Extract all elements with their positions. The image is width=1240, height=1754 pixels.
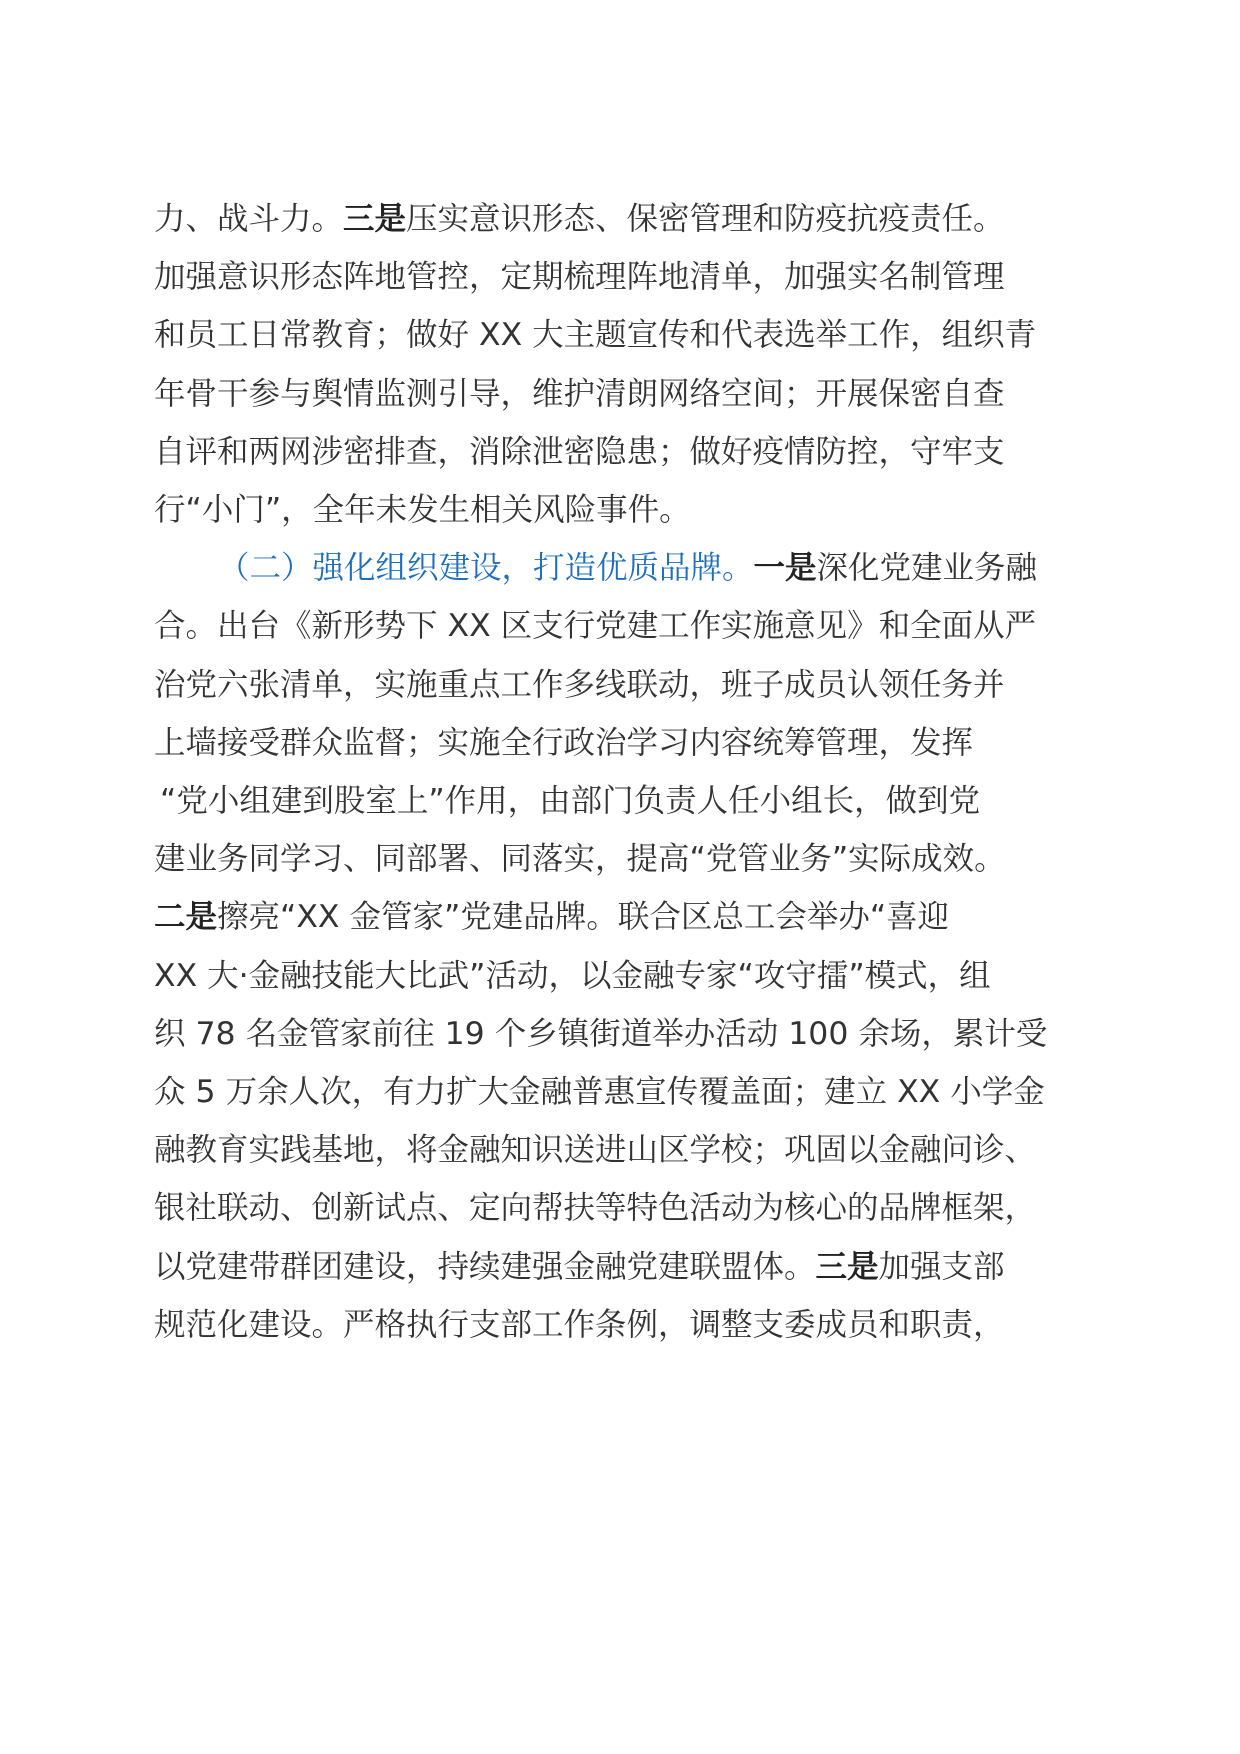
text-line: [154, 194, 1005, 244]
text-line: [154, 1125, 1036, 1175]
text-run: 力、战斗力。: [154, 201, 344, 237]
text-line: [154, 660, 1005, 710]
text-line: [154, 1009, 1047, 1059]
text-line: [218, 543, 1037, 593]
text-run: 加强支部: [878, 1248, 1005, 1285]
text-run: 自评和两网涉密排查，消除泄密隐患；做好疫情防控，守牢支: [154, 433, 1005, 470]
text-run: 行“小门”，全年未发生相关风险事件。: [154, 492, 691, 528]
text-line: [154, 485, 691, 535]
ordinal-marker: 三是: [343, 201, 407, 237]
text-line: [154, 1300, 1005, 1350]
text-run: “党小组建到股室上”作用，由部门负责人任小组长，做到党: [160, 783, 981, 819]
text-run: 织 78 名金管家前往 19 个乡镇街道举办活动 100 余场，累计受: [154, 1015, 1048, 1052]
ordinal-marker: 二是: [154, 899, 218, 936]
text-run: 和员工日常教育；做好 XX 大主题宣传和代表选举工作，组织青: [154, 317, 1037, 354]
text-run: 上墙接受群众监督；实施全行政治学习内容统筹管理，发挥: [154, 724, 974, 761]
ordinal-marker: 一是: [753, 550, 817, 587]
text-run: 规范化建设。严格执行支部工作条例，调整支委成员和职责，: [154, 1306, 1005, 1343]
text-line: [154, 310, 1036, 360]
text-line: [154, 834, 1006, 884]
text-run: 银社联动、创新试点、定向帮扶等特色活动为核心的品牌框架，: [154, 1190, 1037, 1227]
text-run: 深化党建业务融: [816, 550, 1038, 587]
text-line: [154, 718, 973, 768]
text-run: 治党六张清单，实施重点工作多线联动，班子成员认领任务并: [154, 666, 1005, 703]
text-run: 合。出台《新形势下 XX 区支行党建工作实施意见》和全面从严: [154, 608, 1037, 645]
text-run: 以党建带群团建设，持续建强金融党建联盟体。: [154, 1248, 816, 1285]
ordinal-marker: 三是: [815, 1248, 879, 1285]
text-line: [154, 1242, 1005, 1292]
text-line: [154, 252, 1005, 302]
text-run: XX 大·金融技能大比武”活动，以金融专家“攻守擂”模式，组: [154, 957, 991, 994]
text-run: 建业务同学习、同部署、同落实，提高“党管业务”实际成效。: [154, 841, 1006, 878]
section-heading: （二）强化组织建设，打造优质品牌。: [218, 550, 754, 587]
text-run: 众 5 万余人次，有力扩大金融普惠宣传覆盖面；建立 XX 小学金: [154, 1074, 1045, 1110]
text-run: 擦亮“XX 金管家”党建品牌。联合区总工会举办“喜迎: [217, 899, 950, 936]
text-run: 融教育实践基地，将金融知识送进山区学校；巩固以金融问诊、: [154, 1132, 1037, 1169]
text-line: [154, 1183, 1036, 1233]
text-run: 加强意识形态阵地管控，定期梳理阵地清单，加强实名制管理: [154, 259, 1005, 296]
text-line: [154, 951, 991, 1001]
text-run: 压实意识形态、保密管理和防疫抗疫责任。: [406, 201, 1005, 237]
text-line: [154, 601, 1036, 651]
text-line: [154, 1067, 1045, 1117]
text-line: [160, 776, 980, 826]
text-line: [154, 369, 1005, 419]
text-run: 年骨干参与舆情监测引导，维护清朗网络空间；开展保密自查: [154, 375, 1005, 412]
text-line: [154, 892, 949, 942]
text-line: [154, 427, 1005, 477]
